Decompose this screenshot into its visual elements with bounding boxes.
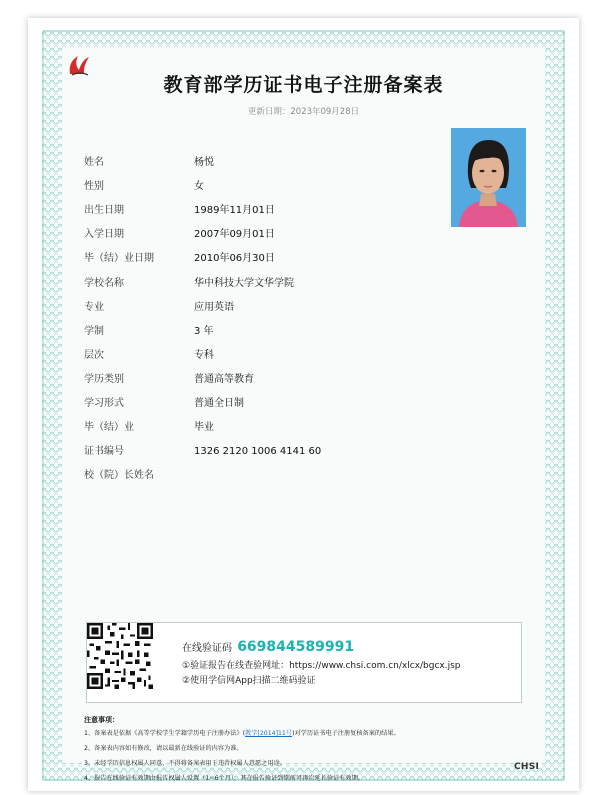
note-text: 4、报告在线验证有效期由报告权属人设置（1~6个月），其在报告验证到期前可再次延长验证有效期。 <box>84 775 364 782</box>
document-body <box>62 48 545 782</box>
field-label: 入学日期 <box>84 229 124 241</box>
document-page <box>28 18 579 791</box>
field-row <box>62 203 442 219</box>
field-row <box>62 227 442 243</box>
field-label: 校（院）长姓名 <box>84 470 154 482</box>
field-value: 2010年06月30日 <box>194 253 275 265</box>
note-text-end: )对学历证书电子注册复核备案的结果。 <box>292 730 400 737</box>
note-item <box>84 773 364 782</box>
note-text: 1、备案表是依据《高等学校学生学籍学历电子注册办法》( <box>84 730 246 737</box>
note-item <box>84 728 400 737</box>
field-value: 1326 2120 1006 4141 60 <box>194 446 322 458</box>
field-row <box>62 348 442 364</box>
field-label: 学习形式 <box>84 398 124 409</box>
field-row <box>62 444 442 460</box>
field-row <box>62 396 442 412</box>
verification-url: ①验证报告在线查验网址：https://www.chsi.com.cn/xlcx/bgcx.jsp <box>182 661 461 671</box>
field-value: 专科 <box>194 349 214 361</box>
field-label: 专业 <box>84 301 104 313</box>
field-row <box>62 372 442 388</box>
field-value: 普通高等教育 <box>194 373 254 385</box>
verification-app-hint: ②使用学信网App扫描二维码验证 <box>182 676 316 686</box>
field-label: 学历类别 <box>84 373 124 385</box>
field-value: 普通全日制 <box>194 398 244 409</box>
field-row <box>62 468 442 484</box>
student-photo <box>451 128 526 227</box>
note-text: 2、备案表内容如有修改，请以最新在线验证的内容为准。 <box>84 745 243 752</box>
field-label: 出生日期 <box>84 205 124 217</box>
verification-box <box>86 622 522 703</box>
field-value: 1989年11月01日 <box>194 205 275 217</box>
verification-code-label: 在线验证码 <box>182 643 232 654</box>
note-text: 3、未经学历信息权属人同意，不得将备案表用于违背权属人意愿之用途。 <box>84 760 286 767</box>
field-value: 应用英语 <box>194 301 234 313</box>
verification-code: 669844589991 <box>237 639 355 655</box>
notes-title: 注意事项： <box>84 716 119 724</box>
note-item <box>84 743 243 752</box>
field-row <box>62 276 442 292</box>
field-value: 2007年09月01日 <box>194 229 275 241</box>
field-label: 证书编号 <box>84 446 124 458</box>
field-label: 姓名 <box>84 157 104 168</box>
field-value: 华中科技大学文华学院 <box>194 277 294 289</box>
field-value: 3 年 <box>194 325 214 337</box>
field-value: 女 <box>194 181 204 193</box>
field-label: 毕（结）业日期 <box>84 253 154 265</box>
qr-code[interactable] <box>87 623 153 689</box>
note-link[interactable]: 教学[2014]11号 <box>245 730 293 737</box>
field-label: 性别 <box>84 181 104 193</box>
note-item <box>84 758 286 767</box>
verification-code-line <box>182 639 354 655</box>
document-title: 教育部学历证书电子注册备案表 <box>163 74 444 96</box>
chsi-logo-text: CHSI <box>514 762 540 772</box>
field-label: 层次 <box>84 349 104 361</box>
field-label: 学制 <box>84 325 104 337</box>
field-row <box>62 179 442 195</box>
field-row <box>62 300 442 316</box>
field-row <box>62 420 442 436</box>
field-row <box>62 251 442 267</box>
field-row <box>62 324 442 340</box>
field-label: 学校名称 <box>84 277 124 289</box>
chsi-logo-icon <box>62 48 112 78</box>
field-label: 毕（结）业 <box>84 422 134 434</box>
field-value: 毕业 <box>194 422 214 434</box>
guilloche-border <box>42 30 565 781</box>
field-value: 杨悦 <box>194 157 214 168</box>
update-date: 更新日期：2023年09月28日 <box>247 107 360 117</box>
field-row <box>62 155 442 171</box>
